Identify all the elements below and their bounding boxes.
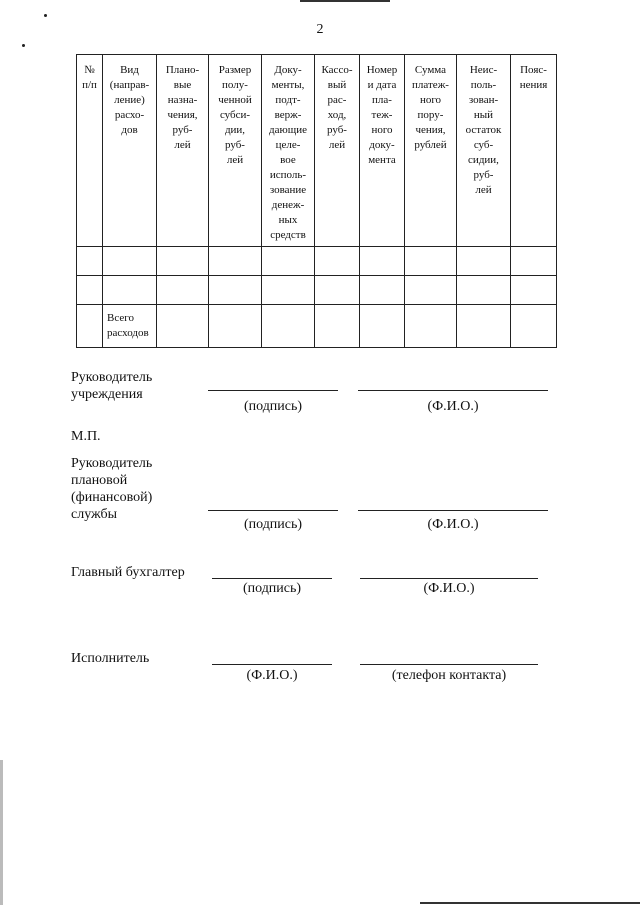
table-cell xyxy=(405,276,457,305)
name-line xyxy=(360,578,538,579)
table-cell xyxy=(157,247,209,276)
name-line xyxy=(358,390,548,391)
table-cell xyxy=(511,247,557,276)
caption-signature: (подпись) xyxy=(242,581,302,596)
table-cell xyxy=(511,276,557,305)
table-cell xyxy=(315,276,360,305)
table-cell xyxy=(157,276,209,305)
signature-label-accountant: Главный бухгалтер xyxy=(71,565,185,580)
col-header: Размер полу- ченной субси- дии, руб- лей xyxy=(209,55,262,247)
table-cell xyxy=(457,247,511,276)
col-header: Неис- поль- зован- ный остаток суб- сидии, руб- лей xyxy=(457,55,511,247)
table-row xyxy=(77,276,557,305)
signature-label-planning: Руководитель плановой (финансовой) службы xyxy=(71,456,153,522)
signature-label-head: Руководитель учреждения xyxy=(71,370,153,402)
caption-signature: (подпись) xyxy=(243,399,303,414)
table-cell xyxy=(360,305,405,348)
table-cell xyxy=(209,276,262,305)
signature-line xyxy=(212,578,332,579)
table-cell xyxy=(511,305,557,348)
expenses-table xyxy=(76,54,557,348)
total-label: Всего расходов xyxy=(103,305,157,348)
col-header: Доку- менты, подт- верж- дающие целе- вое исполь- зование денеж- ных средств xyxy=(262,55,315,247)
caption-name: (Ф.И.О.) xyxy=(427,399,479,414)
scan-dot xyxy=(44,14,47,17)
table-cell xyxy=(315,305,360,348)
signature-line xyxy=(208,510,338,511)
seal-place-label: М.П. xyxy=(71,429,101,444)
signature-label-executor: Исполнитель xyxy=(71,651,150,666)
col-header: Кассо- вый рас- ход, руб- лей xyxy=(315,55,360,247)
signature-line xyxy=(208,390,338,391)
table-cell xyxy=(360,247,405,276)
table-cell xyxy=(262,305,315,348)
col-header: Пояс- нения xyxy=(511,55,557,247)
table-cell xyxy=(103,247,157,276)
table-total-row xyxy=(77,305,557,348)
col-header: Сумма платеж- ного пору- чения, рублей xyxy=(405,55,457,247)
name-line xyxy=(358,510,548,511)
table-cell xyxy=(77,247,103,276)
table-cell xyxy=(262,247,315,276)
caption-name: (Ф.И.О.) xyxy=(246,668,298,683)
col-header: Плано- вые назна- чения, руб- лей xyxy=(157,55,209,247)
table-header-row xyxy=(77,55,557,247)
col-header: Вид (направ- ление) расхо- дов xyxy=(103,55,157,247)
table-cell xyxy=(77,305,103,348)
table-row xyxy=(77,247,557,276)
table-cell xyxy=(77,276,103,305)
table-cell xyxy=(103,276,157,305)
table-cell xyxy=(405,247,457,276)
table-cell xyxy=(360,276,405,305)
table-cell xyxy=(457,276,511,305)
caption-phone: (телефон контакта) xyxy=(391,668,507,683)
table-cell xyxy=(157,305,209,348)
phone-line xyxy=(360,664,538,665)
scan-top-line xyxy=(300,0,390,2)
caption-signature: (подпись) xyxy=(243,517,303,532)
scan-bottom-line xyxy=(420,902,640,904)
col-header: Номер и дата пла- теж- ного доку- мента xyxy=(360,55,405,247)
table-cell xyxy=(262,276,315,305)
table-cell xyxy=(209,305,262,348)
scan-edge xyxy=(0,760,3,905)
table-cell xyxy=(315,247,360,276)
caption-name: (Ф.И.О.) xyxy=(423,581,475,596)
col-header: № п/п xyxy=(77,55,103,247)
table-cell xyxy=(405,305,457,348)
table-cell xyxy=(209,247,262,276)
table-cell xyxy=(457,305,511,348)
name-line xyxy=(212,664,332,665)
scan-dot xyxy=(22,44,25,47)
page-number: 2 xyxy=(316,22,324,37)
caption-name: (Ф.И.О.) xyxy=(427,517,479,532)
